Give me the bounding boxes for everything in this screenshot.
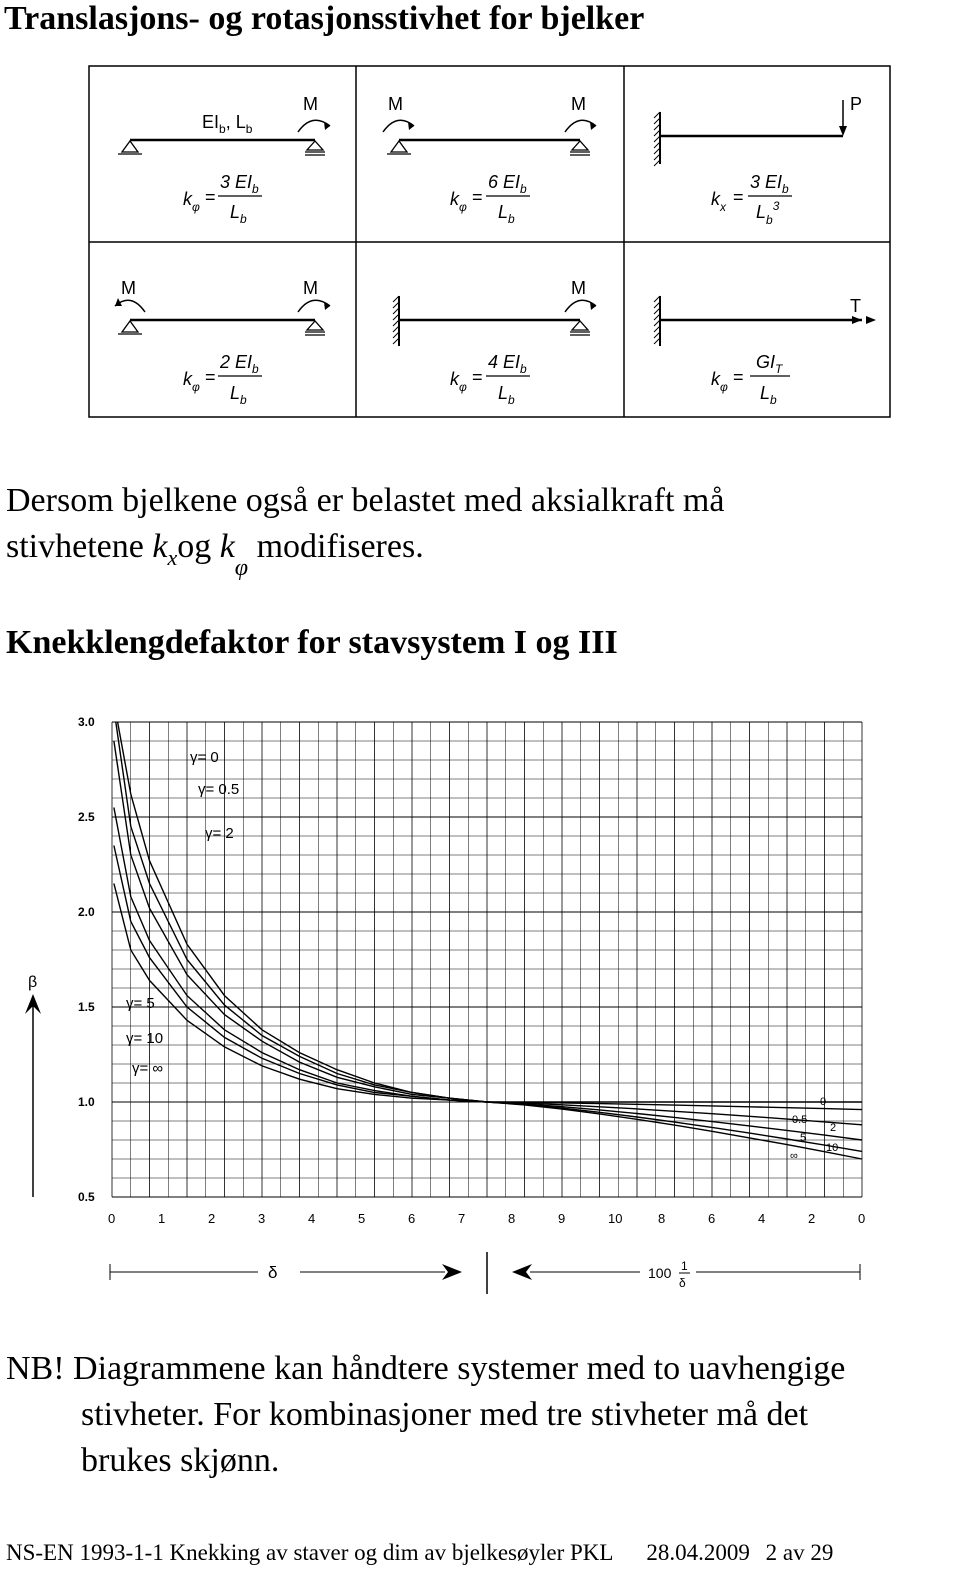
fraction-denominator: $L_b$ (498, 383, 515, 407)
x-tick-label: 9 (558, 1211, 566, 1226)
gamma-label: γ= 0.5 (198, 781, 240, 798)
gamma-end-label: 10 (826, 1142, 839, 1154)
beam-stiffness-table (0, 0, 960, 430)
load-label-right: M (303, 278, 318, 298)
cell-5-propped-cantilever (393, 278, 596, 407)
kphi-subscript: φ (234, 554, 249, 581)
roller-support-icon (305, 141, 325, 155)
gamma-end-label: ∞ (790, 1150, 798, 1162)
paragraph-line-1: Dersom bjelkene også er belastet med aksialkraft må (6, 482, 725, 519)
gamma-end-label: 0 (820, 1096, 827, 1108)
x-tick-label: 0 (858, 1211, 866, 1226)
x-tick-label: 3 (258, 1211, 266, 1226)
y-tick-label: 0.5 (78, 1190, 95, 1204)
load-label: M (571, 278, 586, 298)
x-tick-label: 6 (708, 1211, 716, 1226)
fraction-numerator: 3 $EI_b$ (750, 172, 789, 196)
cell-1-simply-supported-moment (118, 94, 330, 226)
fraction-denominator: $L_b^3$ (756, 199, 780, 227)
x-tick-label: 4 (758, 1211, 766, 1226)
x-tick-label: 6 (408, 1211, 416, 1226)
nb-line-1: NB! Diagrammene kan håndtere systemer med to uavhengige (6, 1350, 846, 1387)
nb-line-2: stivheter. For kombinasjoner med tre stivheter må det (81, 1396, 809, 1433)
load-label-left: M (121, 278, 136, 298)
x-tick-label: 7 (458, 1211, 466, 1226)
load-label-left: M (388, 94, 403, 114)
buckling-length-chart (0, 700, 960, 1310)
beam-props-label: $EI_b$, $L_b$ (202, 112, 253, 136)
x-axis-right-label: 100 (648, 1265, 672, 1281)
cell-3-cantilever-point-load (654, 94, 862, 227)
equals-sign: = (733, 187, 744, 207)
torsion-arrow-icon (866, 316, 876, 324)
pin-support-icon (387, 141, 411, 154)
x-tick-label: 8 (658, 1211, 666, 1226)
k-symbol: $k_\varphi$ (450, 369, 467, 394)
load-label: T (850, 296, 861, 316)
x-tick-label: 0 (108, 1211, 116, 1226)
k-symbol: $k_x$ (711, 189, 726, 214)
x-tick-label: 8 (508, 1211, 516, 1226)
load-label-right: M (571, 94, 586, 114)
equals-sign: = (472, 187, 483, 207)
y-tick-label: 3.0 (78, 715, 95, 729)
fraction-numerator: 3 $EI_b$ (220, 172, 259, 196)
pin-support-icon (118, 321, 142, 334)
gamma-label: γ= ∞ (132, 1060, 164, 1077)
x-tick-label: 5 (358, 1211, 366, 1226)
torsion-arrow-icon (852, 316, 862, 324)
roller-support-icon (570, 321, 590, 335)
x-tick-label: 1 (158, 1211, 166, 1226)
para-text-c: modifiseres. (248, 528, 424, 565)
para-text-a: stivhetene (6, 528, 153, 565)
equals-sign: = (472, 367, 483, 387)
cell-4-end-moments (115, 278, 330, 407)
nb-note (6, 1346, 960, 1484)
footer-page: 2 av 29 (765, 1540, 834, 1565)
k-symbol: $k_\varphi$ (711, 369, 728, 394)
paragraph-line-2 (6, 524, 424, 581)
x-axis-right-frac-den: δ (679, 1276, 686, 1290)
gamma-label: γ= 5 (126, 995, 155, 1012)
fraction-numerator: $GI_T$ (756, 352, 783, 376)
cell-2-double-moment (383, 94, 596, 226)
load-label: P (850, 94, 863, 114)
fraction-numerator: 2 $EI_b$ (220, 352, 259, 376)
kx-subscript: x (167, 544, 178, 570)
y-tick-label: 2.5 (78, 810, 95, 824)
k-symbol: k (152, 528, 168, 565)
k-symbol: $k_\varphi$ (183, 369, 200, 394)
equals-sign: = (733, 367, 744, 387)
fraction-denominator: $L_b$ (230, 383, 247, 407)
gamma-end-label: 5 (800, 1132, 807, 1144)
equals-sign: = (205, 187, 216, 207)
fraction-numerator: 4 $EI_b$ (488, 352, 527, 376)
footer-date: 28.04.2009 (646, 1540, 750, 1565)
fraction-denominator: $L_b$ (498, 202, 515, 226)
cell-6-torsion-cantilever (654, 296, 876, 407)
gamma-label: γ= 2 (205, 825, 234, 842)
para-text-b: og (177, 528, 220, 565)
pin-support-icon (118, 141, 142, 154)
equals-sign: = (205, 367, 216, 387)
x-tick-label: 10 (608, 1211, 623, 1226)
gamma-label: γ= 10 (126, 1030, 164, 1047)
fraction-denominator: $L_b$ (230, 202, 247, 226)
arrow-left-icon (512, 1264, 532, 1280)
k-symbol-2: k (219, 528, 235, 565)
k-symbol: $k_\varphi$ (450, 189, 467, 214)
fraction-numerator: 6 $EI_b$ (488, 172, 527, 196)
x-tick-label: 4 (308, 1211, 316, 1226)
y-tick-label: 1.0 (78, 1095, 95, 1109)
y-axis-label: β (28, 974, 38, 991)
section-heading: Knekklengdefaktor for stavsystem I og III (6, 624, 618, 661)
y-tick-label: 2.0 (78, 905, 95, 919)
gamma-label: γ= 0 (190, 749, 219, 766)
gamma-end-label: 2 (830, 1122, 837, 1134)
page-title: Translasjons- og rotasjonsstivhet for bjelker (4, 0, 645, 37)
gamma-end-label: 0.5 (792, 1114, 808, 1126)
nb-line-3: brukes skjønn. (81, 1442, 280, 1479)
x-axis-left-label: δ (268, 1263, 278, 1282)
page-footer (6, 1540, 833, 1566)
x-tick-label: 2 (808, 1211, 816, 1226)
chart-labels (25, 715, 865, 1294)
x-tick-label: 2 (208, 1211, 216, 1226)
load-label: M (303, 94, 318, 114)
y-tick-label: 1.5 (78, 1000, 95, 1014)
roller-support-icon (305, 321, 325, 335)
fraction-denominator: $L_b$ (760, 383, 777, 407)
roller-support-icon (570, 141, 590, 155)
x-axis-right-frac-num: 1 (681, 1259, 688, 1273)
k-symbol: $k_\varphi$ (183, 189, 200, 214)
arrow-head-icon (839, 126, 847, 136)
footer-course: NS-EN 1993-1-1 Knekking av staver og dim av bjelkesøyler PKL (6, 1540, 613, 1565)
